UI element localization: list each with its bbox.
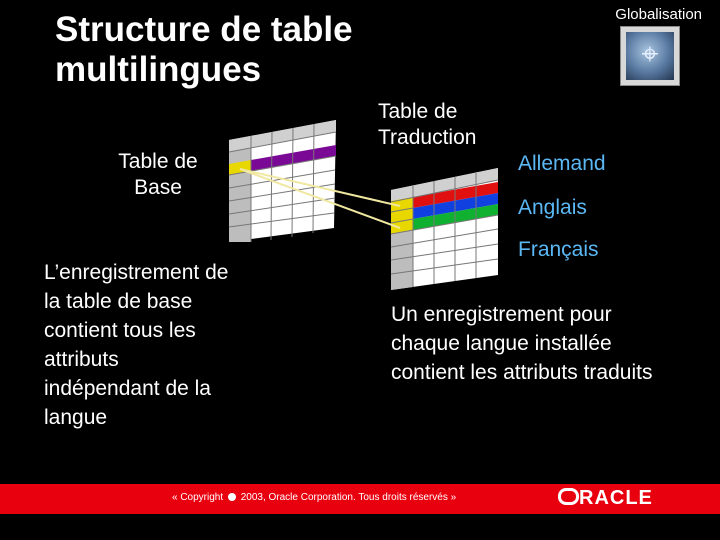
- section-label: Globalisation: [615, 6, 702, 23]
- copyright-symbol-icon: [228, 493, 236, 501]
- translation-table-icon: [391, 168, 498, 290]
- copyright-notice: [172, 492, 456, 503]
- base-table-label-line2: Base: [134, 176, 182, 199]
- globe-glyph: ⌖: [641, 38, 659, 71]
- translation-description-line: Un enregistrement pour: [391, 303, 612, 326]
- base-table-icon: [229, 120, 336, 242]
- translation-description-line: chaque langue installée: [391, 332, 612, 355]
- translation-key-cells: [391, 197, 413, 234]
- oracle-logo: [558, 487, 653, 510]
- translation-table-label-line2: Traduction: [378, 126, 477, 149]
- language-anglais: Anglais: [518, 196, 587, 219]
- base-table-label-line1: Table de: [118, 150, 198, 173]
- footer-bar: [0, 484, 720, 514]
- translation-table-label-line1: Table de: [378, 100, 458, 123]
- copyright-prefix: « Copyright: [172, 492, 224, 503]
- translation-description-line: contient les attributs traduits: [391, 361, 653, 384]
- base-description-line: L’enregistrement de: [44, 261, 229, 284]
- base-description-line: langue: [44, 406, 108, 429]
- oracle-logo-text: RACLE: [579, 487, 653, 509]
- base-description-line: la table de base: [44, 290, 193, 313]
- base-description-line: contient tous les: [44, 319, 196, 342]
- slide-title-line1: Structure de table: [55, 10, 353, 49]
- base-description-line: indépendant de la: [44, 377, 211, 400]
- language-francais: Français: [518, 238, 599, 261]
- copyright-suffix: 2003, Oracle Corporation. Tous droits réservés »: [240, 492, 457, 503]
- base-description-line: attributs: [44, 348, 119, 371]
- language-allemand: Allemand: [518, 152, 606, 175]
- slide-title-line2: multilingues: [55, 50, 262, 89]
- oracle-o-icon: [558, 488, 579, 505]
